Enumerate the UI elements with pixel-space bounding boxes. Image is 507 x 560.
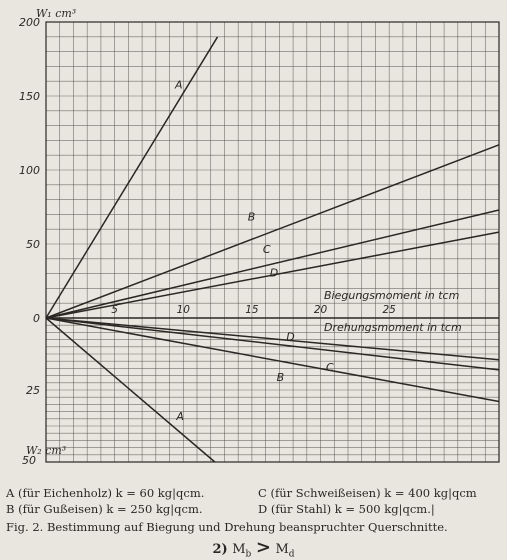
- plot-frame: [46, 22, 499, 462]
- series: [46, 37, 499, 462]
- upper-series-label-B: B: [247, 210, 256, 224]
- figure-caption: [6, 520, 502, 534]
- x-tick-label: 25: [382, 304, 396, 316]
- formula: [0, 537, 507, 560]
- upper-y-tick-label: 150: [19, 90, 40, 103]
- formula-right: $M_d$: [275, 542, 295, 560]
- lower-y-tick-label: 50: [22, 454, 36, 467]
- upper-x-axis-label: Biegungsmoment in tcm: [324, 289, 460, 302]
- x-tick-label: 20: [313, 304, 328, 316]
- axes: [46, 22, 499, 462]
- lower-x-axis-label: Drehungsmoment in tcm: [324, 321, 462, 334]
- upper-series-label-D: D: [269, 266, 279, 280]
- x-tick-label: 10: [176, 304, 190, 316]
- legend-d: D (für Stahl) k = 500 kg|qcm.|: [258, 502, 435, 516]
- tick-labels: [19, 16, 396, 467]
- lower-axis-label: W₂ cm³: [26, 444, 67, 457]
- lower-series-label-B: B: [276, 371, 285, 385]
- x-tick-label: 15: [245, 304, 259, 316]
- figure-label: Fig. 2.: [6, 520, 44, 534]
- upper-y-tick-label: 100: [19, 164, 40, 177]
- lower-series-label-C: C: [326, 360, 334, 374]
- upper-series-label-A: A: [175, 78, 183, 92]
- formula-relation: >: [255, 537, 271, 558]
- legend-b: B (für Gußeisen) k = 250 kg|qcm.: [6, 502, 203, 516]
- upper-series-line-A: [46, 37, 218, 318]
- formula-number: 2): [212, 542, 228, 557]
- upper-axis-label: W₁ cm³: [36, 7, 77, 20]
- lower-series-label-D: D: [286, 330, 295, 344]
- legend-a: A (für Eichenholz) k = 60 kg|qcm.: [6, 486, 205, 500]
- lower-y-tick-label: 25: [26, 384, 40, 397]
- axis-labels: [26, 7, 462, 457]
- legend-c: C (für Schweißeisen) k = 400 kg|qcm: [258, 486, 477, 500]
- formula-left: $M_b$: [232, 542, 252, 560]
- upper-y-tick-label: 200: [19, 16, 40, 29]
- upper-series-label-C: C: [262, 242, 271, 256]
- x-tick-label: 5: [111, 304, 118, 316]
- grid: [46, 22, 499, 462]
- figure-caption-text: Bestimmung auf Biegung und Drehung beanspruchter Querschnitte.: [46, 520, 448, 534]
- upper-y-tick-label: 50: [26, 238, 40, 251]
- lower-series-label-A: A: [176, 409, 184, 423]
- upper-y-tick-label: 0: [33, 312, 40, 325]
